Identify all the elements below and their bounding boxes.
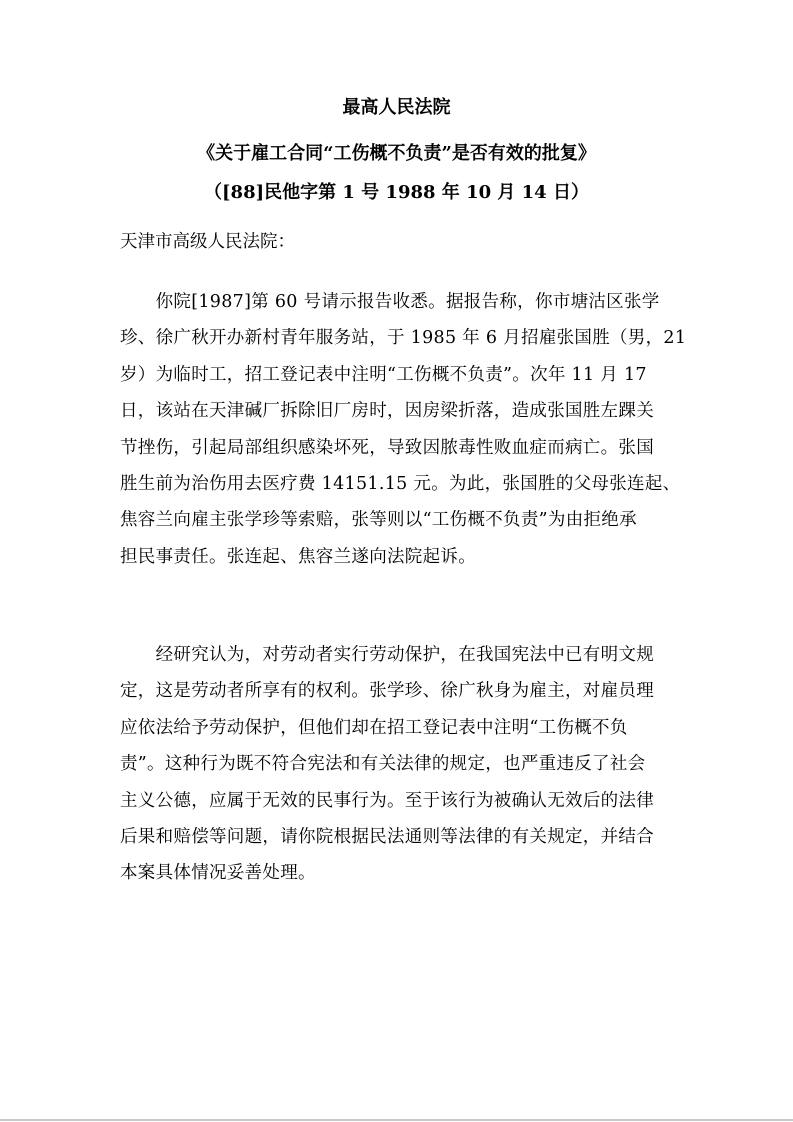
paragraph-line: 岁）为临时工，招工登记表中注明“工伤概不负责”。次年 11 月 17 bbox=[120, 364, 647, 385]
document-title: 《关于雇工合同“工伤概不负责”是否有效的批复》 bbox=[197, 143, 596, 164]
issuer-title: 最高人民法院 bbox=[342, 97, 451, 118]
page-bottom-divider bbox=[0, 1119, 793, 1121]
document-reference: （[88]民他字第 1 号 1988 年 10 月 14 日） bbox=[204, 182, 589, 203]
salutation: 天津市高级人民法院： bbox=[120, 232, 295, 252]
paragraph-line: 主义公德，应属于无效的民事行为。至于该行为被确认无效后的法律 bbox=[120, 790, 654, 811]
paragraph-line: 日，该站在天津碱厂拆除旧厂房时，因房梁折落，造成张国胜左踝关 bbox=[120, 401, 654, 422]
paragraph-line: 后果和赔偿等问题，请你院根据民法通则等法律的有关规定，并结合 bbox=[120, 826, 654, 847]
paragraph-line: 责”。这种行为既不符合宪法和有关法律的规定，也严重违反了社会 bbox=[120, 754, 646, 775]
paragraph-line: 焦容兰向雇主张学珍等索赔，张等则以“工伤概不负责”为由拒绝承 bbox=[120, 510, 637, 531]
paragraph-line: 经研究认为，对劳动者实行劳动保护，在我国宪法中已有明文规 bbox=[120, 645, 654, 665]
paragraph-line: 定，这是劳动者所享有的权利。张学珍、徐广秋身为雇主，对雇员理 bbox=[120, 681, 654, 702]
paragraph-line: 担民事责任。张连起、焦容兰遂向法院起诉。 bbox=[120, 546, 476, 567]
paragraph-1 bbox=[120, 290, 687, 581]
paragraph-line: 应依法给予劳动保护，但他们却在招工登记表中注明“工伤概不负 bbox=[120, 717, 628, 738]
paragraph-2 bbox=[120, 643, 680, 898]
paragraph-line: 本案具体情况妥善处理。 bbox=[120, 863, 316, 884]
paragraph-line: 胜生前为治伤用去医疗费 14151.15 元。为此，张国胜的父母张连起、 bbox=[120, 473, 681, 494]
paragraph-line: 节挫伤，引起局部组织感染坏死，导致因脓毒性败血症而病亡。张国 bbox=[120, 437, 654, 458]
paragraph-line: 你院[1987]第 60 号请示报告收悉。据报告称，你市塘沽区张学 bbox=[120, 292, 660, 312]
paragraph-line: 珍、徐广秋开办新村青年服务站，于 1985 年 6 月招雇张国胜（男，21 bbox=[120, 328, 687, 349]
